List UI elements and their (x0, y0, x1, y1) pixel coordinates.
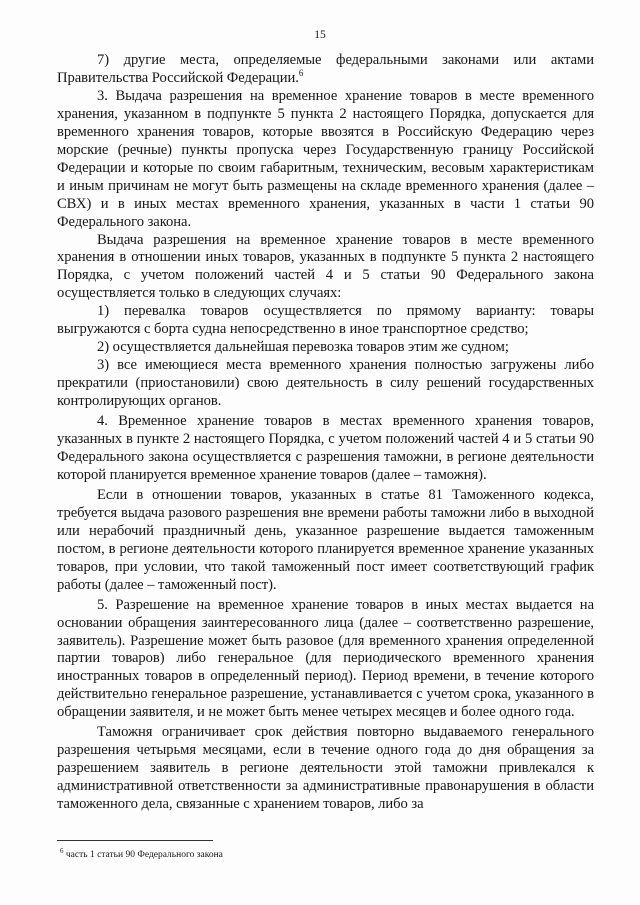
footnote-text: часть 1 статьи 90 Федерального закона (65, 850, 223, 860)
paragraph-text: 7) другие места, определяемые федеральными законами или актами Правительства Российской Федерации. (57, 52, 594, 86)
footnote-divider (57, 840, 213, 841)
footnote (60, 849, 223, 861)
document-body (57, 52, 594, 814)
paragraph-one-time-permit: Если в отношении товаров, указанных в статье 81 Таможенного кодекса, требуется выдача разового разрешения вне времени работы таможни либо в выходной или нерабочий праздничный день, указанное разрешение выдается таможенным постом, в регионе деятельности которого планируется временное хранение указанных товаров, при условии, что такой таможенный пост имеет соответствующий график работы (далее – таможенный пост). (57, 486, 594, 593)
footnote-marker: 6 (60, 847, 64, 855)
paragraph-case-3: 3) все имеющиеся места временного хранения полностью загружены либо прекратили (приостановили) свою деятельность в силу решений государственных контролирующих органов. (57, 357, 594, 410)
paragraph-case-1: 1) перевалка товаров осуществляется по прямому варианту: товары выгружаются с борта судна непосредственно в иное транспортное средство; (57, 303, 594, 338)
paragraph-other-goods: Выдача разрешения на временное хранение товаров в месте временного хранения в отношении иных товаров, указанных в подпункте 5 пункта 2 настоящего Порядка, с учетом положений частей 4 и 5 статьи 90 Федерального закона осуществляется только в следующих случаях: (57, 231, 594, 302)
paragraph-clause-4: 4. Временное хранение товаров в местах временного хранения товаров, указанных в пункте 2 настоящего Порядка, с учетом положений частей 4 и 5 статьи 90 Федерального закона осуществляется с разрешения таможни, в регионе деятельности которой планируется временное хранение товаров (далее – таможня). (57, 413, 594, 483)
paragraph-item-7 (57, 52, 594, 88)
paragraph-clause-5: 5. Разрешение на временное хранение товаров в иных местах выдается на основании обращения заинтересованного лица (далее – соответственно разрешение, заявитель). Разрешение может быть разовое (для временного хранения определенной партии товаров) либо генеральное (для периодического временного хранения иностранных товаров в определенный период). Период времени, в течение которого действительно генеральное разрешение, устанавливается с учетом срока, указанного в обращении заявителя, и не может быть менее четырех месяцев и более одного года. (57, 596, 594, 721)
paragraph-general-permit-limit: Таможня ограничивает срок действия повторно выдаваемого генерального разрешения четырьмя месяцами, если в течение одного года до дня обращения за разрешением заявитель в регионе деятельности этой таможни привлекался к административной ответственности за административные правонарушения в области таможенного дела, связанные с хранением товаров, либо за (57, 724, 594, 813)
footnote-ref: 6 (298, 67, 304, 78)
paragraph-case-2: 2) осуществляется дальнейшая перевозка товаров этим же судном; (97, 339, 509, 356)
paragraph-clause-3: 3. Выдача разрешения на временное хранение товаров в месте временного хранения, указанном в подпункте 5 пункта 2 настоящего Порядка, допускается для временного хранения товаров, которые ввозятся в Российскую Федерацию через морские (речные) пункты пропуска через Государственную границу Российской Федерации и которые по своим габаритным, техническим, весовым характеристикам и иным причинам не могут быть размещены на складе временного хранения (далее – СВХ) и в иных местах временного хранения, указанных в части 1 статьи 90 Федерального закона. (57, 87, 594, 230)
page-number: 15 (314, 29, 326, 41)
